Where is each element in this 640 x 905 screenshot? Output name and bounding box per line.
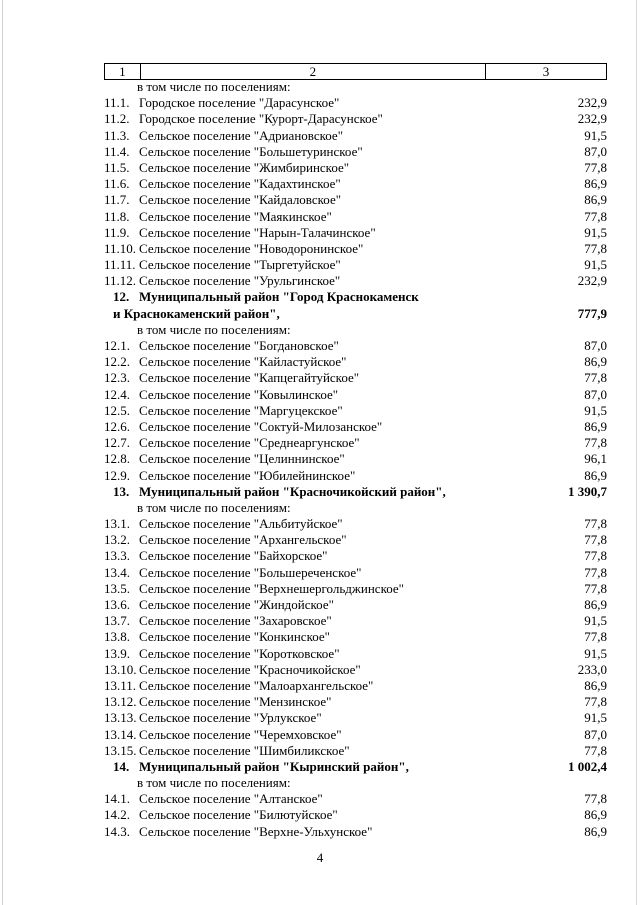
table-row (104, 597, 607, 613)
row-name: Сельское поселение "Черемховское" (139, 726, 342, 742)
row-value: 233,0 (577, 661, 607, 677)
row-name: Сельское поселение "Целиннинское" (139, 451, 345, 467)
row-number: 11.4. (104, 143, 130, 159)
row-value: 77,8 (584, 370, 607, 386)
row-value: 91,5 (584, 402, 607, 418)
row-number: 13.12. (104, 694, 137, 710)
row-value: 77,8 (584, 435, 607, 451)
row-number: 13.14. (104, 726, 137, 742)
table-row (104, 322, 607, 338)
table-row (104, 662, 607, 678)
row-name: Сельское поселение "Кайдаловское" (139, 192, 342, 208)
row-name: Сельское поселение "Тыргетуйское" (139, 257, 341, 273)
row-number: 14.3. (104, 823, 130, 839)
row-value: 86,9 (584, 354, 607, 370)
table-row (104, 565, 607, 581)
row-name: Сельское поселение "Богдановское" (139, 338, 339, 353)
row-value: 77,8 (584, 548, 607, 564)
table-row (104, 743, 607, 759)
table-row (104, 111, 607, 127)
row-value: 77,8 (584, 564, 607, 580)
row-value: 86,9 (584, 597, 607, 612)
row-number: 11.2. (104, 111, 130, 127)
table-row (104, 79, 607, 95)
row-name: Сельское поселение "Шимбиликское" (139, 742, 350, 758)
table-row (104, 273, 607, 289)
row-name: Сельское поселение "Нарын-Талачинское" (139, 224, 376, 240)
row-value: 77,8 (584, 516, 607, 532)
row-name: Сельское поселение "Маргуцекское" (139, 402, 343, 418)
row-value: 91,5 (584, 224, 607, 240)
row-number: 14.1. (104, 791, 130, 807)
table-row (104, 403, 607, 419)
row-value: 77,8 (584, 208, 607, 224)
row-value: 87,0 (584, 386, 607, 402)
row-value: 87,0 (584, 726, 607, 742)
row-number: 13. (113, 483, 130, 499)
row-name: Муниципальный район "Город Краснокаменск (139, 289, 419, 305)
row-number: 11.3. (104, 127, 130, 143)
row-number: 13.15. (104, 742, 137, 758)
row-value: 777,9 (577, 305, 607, 321)
row-number: 13.11. (104, 677, 137, 693)
row-name: Сельское поселение "Кайластуйское" (139, 354, 347, 370)
row-number: 12.1. (104, 338, 130, 353)
row-number: 12.6. (104, 418, 130, 434)
table-row (104, 807, 607, 823)
row-value: 77,8 (584, 694, 607, 710)
row-name: Сельское поселение "Верхне-Ульхунское" (139, 823, 373, 839)
row-number: 13.10. (104, 661, 137, 677)
row-name: Сельское поселение "Новодоронинское" (139, 240, 364, 256)
table-row (104, 160, 607, 176)
row-number: 13.5. (104, 580, 130, 596)
row-number: 13.3. (104, 548, 130, 564)
table-row (104, 532, 607, 548)
table-row (104, 128, 607, 144)
column-header-1: 1 (105, 64, 141, 80)
row-name: Сельское поселение "Кадахтинское" (139, 176, 341, 192)
row-value: 91,5 (584, 127, 607, 143)
table-row (104, 710, 607, 726)
row-value: 232,9 (577, 95, 607, 111)
row-value: 91,5 (584, 710, 607, 726)
table-row (104, 791, 607, 807)
row-name: Муниципальный район "Кыринский район", (139, 758, 409, 774)
row-name: Сельское поселение "Алтанское" (139, 791, 323, 807)
table-row (104, 581, 607, 597)
column-header-table (104, 63, 607, 80)
row-number: 13.9. (104, 645, 130, 661)
table-row (104, 192, 607, 208)
row-name: Сельское поселение "Коротковское" (139, 645, 340, 661)
table-row (104, 484, 607, 500)
row-number: 11.8. (104, 208, 130, 224)
row-number: 12.7. (104, 435, 130, 451)
row-name: Сельское поселение "Большереченское" (139, 564, 362, 580)
row-number: 12.9. (104, 467, 130, 483)
row-number: 13.1. (104, 516, 130, 532)
row-number: 13.4. (104, 564, 130, 580)
row-value: 77,8 (584, 742, 607, 758)
row-name: Сельское поселение "Верхнешергольджинское" (139, 580, 404, 596)
table-row (104, 144, 607, 160)
row-number: 13.6. (104, 597, 130, 612)
row-name: Городское поселение "Курорт-Дарасунское" (139, 111, 383, 127)
row-name: Сельское поселение "Билютуйское" (139, 807, 338, 823)
row-value: 77,8 (584, 791, 607, 807)
row-value: 77,8 (584, 240, 607, 256)
table-row (104, 500, 607, 516)
table-row (104, 468, 607, 484)
row-number: 12.8. (104, 451, 130, 467)
table-row (104, 435, 607, 451)
row-number: 12.2. (104, 354, 130, 370)
row-name: Сельское поселение "Капцегайтуйское" (139, 370, 360, 386)
row-value: 86,9 (584, 677, 607, 693)
row-value: 232,9 (577, 273, 607, 289)
row-number: 11.1. (104, 95, 130, 111)
row-number: 13.2. (104, 532, 130, 548)
row-name: и Краснокаменский район", (113, 305, 280, 321)
row-number: 13.7. (104, 613, 130, 629)
row-number: 11.7. (104, 192, 130, 208)
row-value: 77,8 (584, 159, 607, 175)
row-name: в том числе по поселениям: (137, 775, 291, 791)
table-row (104, 516, 607, 532)
row-value: 86,9 (584, 418, 607, 434)
table-row (104, 759, 607, 775)
row-number: 12.4. (104, 386, 130, 402)
row-value: 86,9 (584, 192, 607, 208)
row-number: 11.12. (104, 273, 137, 289)
row-name: Сельское поселение "Соктуй-Милозанское" (139, 418, 383, 434)
table-row (104, 727, 607, 743)
row-name: Сельское поселение "Жиндойское" (139, 597, 334, 612)
row-number: 11.6. (104, 176, 130, 192)
row-value: 77,8 (584, 580, 607, 596)
table-row (104, 775, 607, 791)
row-value: 91,5 (584, 613, 607, 629)
budget-table-body (104, 79, 607, 840)
row-number: 14. (113, 758, 130, 774)
row-name: Сельское поселение "Среднеаргунское" (139, 435, 360, 451)
row-value: 77,8 (584, 629, 607, 645)
table-row (104, 338, 607, 354)
row-name: Сельское поселение "Маякинское" (139, 208, 332, 224)
table-row (104, 694, 607, 710)
row-value: 86,9 (584, 807, 607, 823)
row-value: 91,5 (584, 645, 607, 661)
row-value: 232,9 (577, 111, 607, 127)
table-row (104, 387, 607, 403)
row-value: 1 390,7 (568, 483, 607, 499)
row-name: Сельское поселение "Урлукское" (139, 710, 322, 726)
row-number: 11.5. (104, 159, 130, 175)
row-name: Сельское поселение "Альбитуйское" (139, 516, 343, 532)
row-number: 12.5. (104, 402, 130, 418)
table-row (104, 225, 607, 241)
row-name: Сельское поселение "Красночикойское" (139, 661, 361, 677)
row-number: 13.8. (104, 629, 130, 645)
row-name: Сельское поселение "Конкинское" (139, 629, 330, 645)
row-value: 96,1 (584, 451, 607, 467)
row-name: Сельское поселение "Большетуринское" (139, 143, 363, 159)
table-row (104, 176, 607, 192)
row-name: Городское поселение "Дарасунское" (139, 95, 340, 111)
row-number: 13.13. (104, 710, 137, 726)
row-value: 91,5 (584, 257, 607, 273)
table-row (104, 419, 607, 435)
row-name: Сельское поселение "Байхорское" (139, 548, 328, 564)
table-row (104, 613, 607, 629)
row-value: 87,0 (584, 143, 607, 159)
row-name: Сельское поселение "Мензинское" (139, 694, 332, 710)
page-number: 4 (316, 850, 324, 865)
table-row (104, 95, 607, 111)
row-value: 77,8 (584, 532, 607, 548)
row-value: 86,9 (584, 176, 607, 192)
row-value: 87,0 (584, 338, 607, 353)
row-name: Муниципальный район "Красночикойский район", (139, 483, 446, 499)
column-header-3: 3 (485, 64, 606, 80)
table-row (104, 257, 607, 273)
row-name: Сельское поселение "Захаровское" (139, 613, 332, 629)
row-number: 11.9. (104, 224, 130, 240)
row-number: 12.3. (104, 370, 130, 386)
row-name: Сельское поселение "Урульгинское" (139, 273, 341, 289)
table-row (104, 370, 607, 386)
row-name: Сельское поселение "Юбилейнинское" (139, 467, 356, 483)
table-row (104, 646, 607, 662)
row-name: Сельское поселение "Ковылинское" (139, 386, 339, 402)
row-value: 1 002,4 (568, 758, 607, 774)
row-name: Сельское поселение "Архангельское" (139, 532, 347, 548)
row-number: 14.2. (104, 807, 130, 823)
row-name: Сельское поселение "Адриановское" (139, 127, 344, 143)
table-row (104, 289, 607, 305)
table-row (104, 824, 607, 840)
row-name: Сельское поселение "Малоархангельское" (139, 677, 374, 693)
table-row (104, 354, 607, 370)
row-number: 11.10. (104, 240, 137, 256)
table-row (104, 306, 607, 322)
table-row (104, 209, 607, 225)
row-number: 11.11. (104, 257, 136, 273)
table-row (104, 678, 607, 694)
row-value: 86,9 (584, 467, 607, 483)
row-name: в том числе по поселениям: (137, 321, 291, 337)
row-name: Сельское поселение "Жимбиринское" (139, 159, 350, 175)
row-name: в том числе по поселениям: (137, 79, 291, 94)
table-row (104, 451, 607, 467)
row-value: 86,9 (584, 823, 607, 839)
row-name: в том числе по поселениям: (137, 499, 291, 515)
table-row (104, 241, 607, 257)
column-header-2: 2 (140, 64, 485, 80)
row-number: 12. (113, 289, 130, 305)
table-row (104, 548, 607, 564)
table-row (104, 629, 607, 645)
